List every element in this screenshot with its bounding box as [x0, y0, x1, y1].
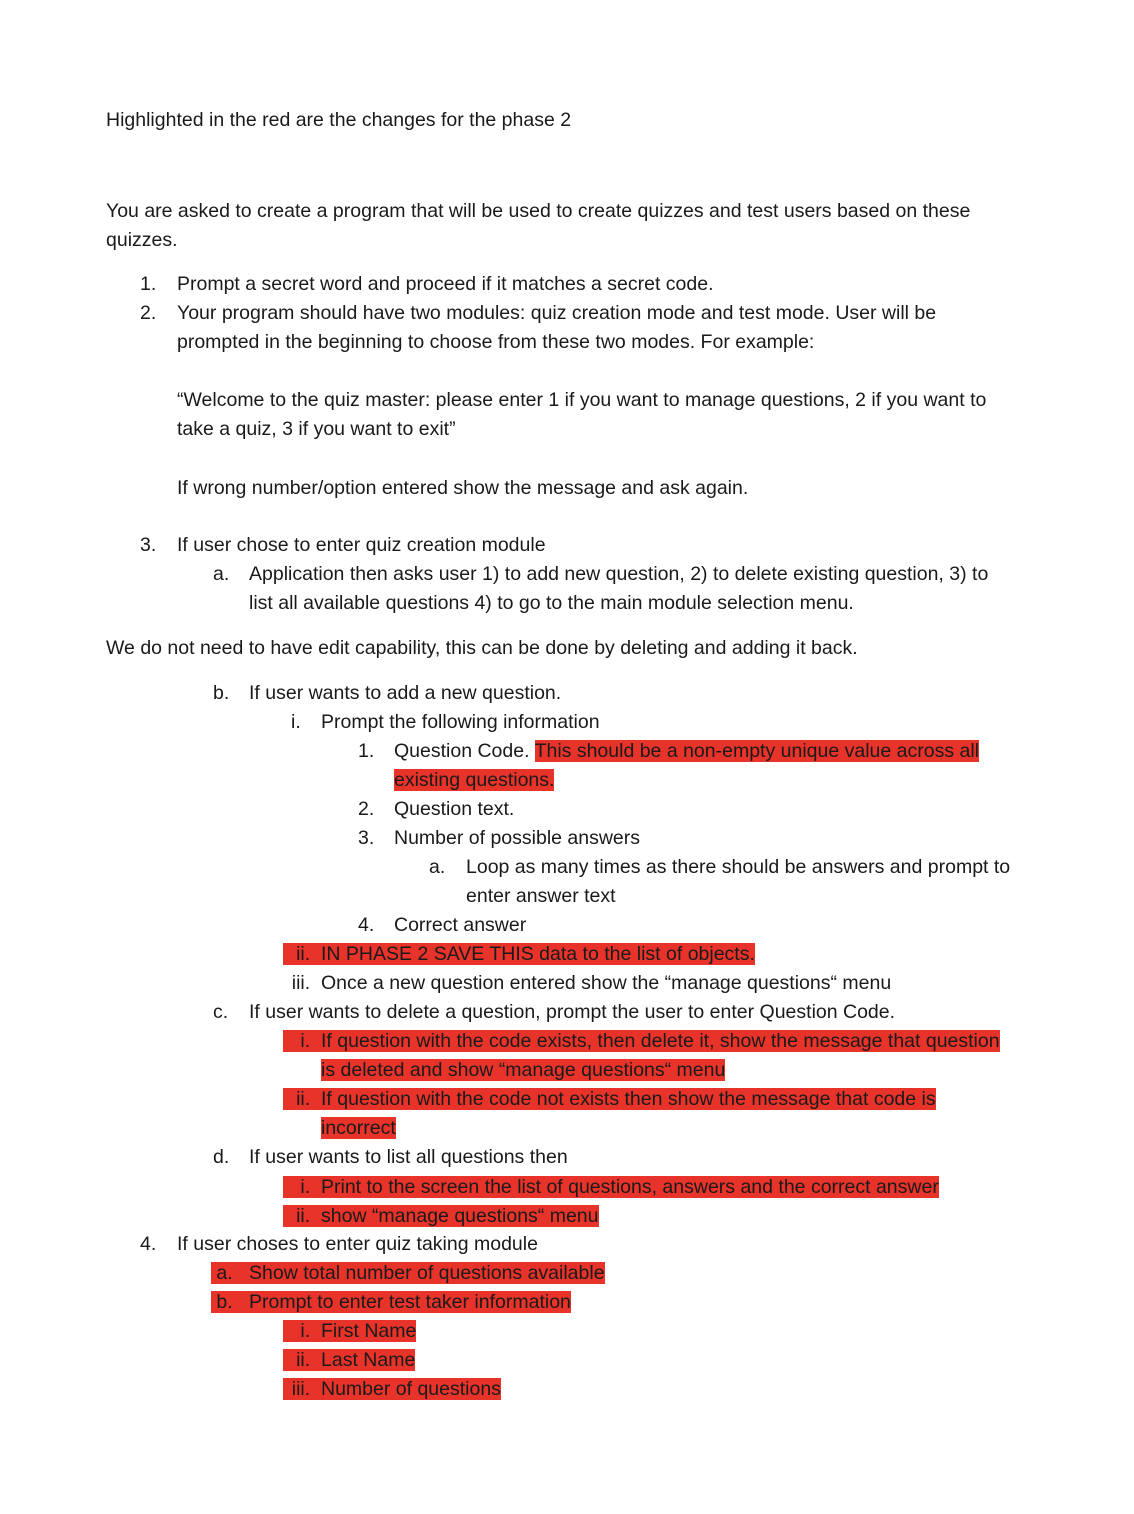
item-3c-text: If user wants to delete a question, prompt the user to enter Question Code. [249, 1001, 896, 1023]
list-item-2-line-1: Your program should have two modules: quiz creation mode and test mode. User will be [177, 302, 937, 324]
sub-1-highlight-2: existing questions. [394, 769, 555, 791]
sub-2-text: Question text. [394, 798, 515, 820]
sub-4-text: Correct answer [394, 914, 527, 936]
item-3b-i-marker: i. [291, 711, 301, 733]
list-item-1-text: Prompt a secret word and proceed if it matches a secret code. [177, 273, 714, 295]
sub-4-number: 4. [358, 914, 375, 936]
item-3b-i-text: Prompt the following information [321, 711, 600, 733]
item-4b-ii-highlight: ii. Last Name [283, 1349, 415, 1371]
item-3a-line-2: list all available questions 4) to go to the main module selection menu. [249, 592, 854, 614]
sub-3a-line-2: enter answer text [466, 885, 616, 907]
list-item-4-number: 4. [140, 1233, 157, 1255]
item-3b-ii-line [283, 940, 755, 969]
list-item-2-line-2: prompted in the beginning to choose from these two modes. For example: [177, 331, 815, 353]
item-3c-marker: c. [213, 1001, 229, 1023]
sub-3-number: 3. [358, 827, 375, 849]
sub-1-highlight-1: This should be a non-empty unique value across all [534, 740, 980, 762]
sub-1-number: 1. [358, 740, 375, 762]
item-3c-ii-highlight-1: ii. If question with the code not exists then show the message that code is [283, 1088, 936, 1110]
item-3b-iii-marker: iii. [291, 972, 311, 994]
edit-capability-note: We do not need to have edit capability, this can be done by deleting and adding it back. [106, 637, 858, 659]
item-4b-ii-line [283, 1346, 415, 1375]
item-4b-i-line [283, 1317, 416, 1346]
wrong-option-note: If wrong number/option entered show the message and ask again. [177, 477, 749, 499]
item-4b-line [211, 1288, 571, 1317]
item-3c-i-line-2 [321, 1056, 725, 1085]
item-4b-iii-line [283, 1375, 501, 1404]
item-4a-line [211, 1259, 605, 1288]
item-3d-marker: d. [213, 1146, 230, 1168]
item-3c-ii-line-2 [321, 1114, 396, 1143]
list-item-1-number: 1. [140, 273, 157, 295]
sub-2-number: 2. [358, 798, 375, 820]
sub-3-text: Number of possible answers [394, 827, 641, 849]
item-3a-line-1: Application then asks user 1) to add new question, 2) to delete existing question, 3) to [249, 563, 989, 585]
welcome-quote-line-1: “Welcome to the quiz master: please enter 1 if you want to manage questions, 2 if you want to [177, 389, 987, 411]
item-3b-marker: b. [213, 682, 230, 704]
item-3c-ii-highlight-2: incorrect [321, 1117, 396, 1139]
list-item-2-number: 2. [140, 302, 157, 324]
sub-3a-marker: a. [429, 856, 446, 878]
welcome-quote-line-2: take a quiz, 3 if you want to exit” [177, 418, 456, 440]
phase-note: Highlighted in the red are the changes for the phase 2 [106, 109, 572, 131]
list-item-3-number: 3. [140, 534, 157, 556]
item-3a-marker: a. [213, 563, 230, 585]
item-3c-i-line-1 [283, 1027, 1000, 1056]
description-line-1: You are asked to create a program that will be used to create quizzes and test users based on these [106, 200, 971, 222]
item-3d-i-highlight: i. Print to the screen the list of questions, answers and the correct answer [283, 1176, 939, 1198]
sub-1-line-2 [394, 766, 554, 795]
item-3c-i-highlight-2: is deleted and show “manage questions“ menu [321, 1059, 726, 1081]
item-4b-iii-highlight: iii. Number of questions [283, 1378, 501, 1400]
item-4b-i-highlight: i. First Name [283, 1320, 416, 1342]
sub-1-text: Question Code. This should be a non-empty unique value across all [394, 740, 980, 762]
item-3d-ii-highlight: ii. show “manage questions“ menu [283, 1205, 599, 1227]
item-3d-text: If user wants to list all questions then [249, 1146, 568, 1168]
item-4a-highlight: a. Show total number of questions available [211, 1262, 605, 1284]
item-3b-ii-highlight: ii. IN PHASE 2 SAVE THIS data to the list of objects. [283, 943, 755, 965]
item-3d-i-line [283, 1173, 939, 1202]
item-3d-ii-line [283, 1202, 599, 1231]
item-3b-iii-text: Once a new question entered show the “manage questions“ menu [321, 972, 892, 994]
item-3c-ii-line-1 [283, 1085, 936, 1114]
description-line-2: quizzes. [106, 229, 178, 251]
item-3c-i-highlight-1: i. If question with the code exists, then delete it, show the message that question [283, 1030, 1000, 1052]
list-item-4-text: If user choses to enter quiz taking module [177, 1233, 538, 1255]
item-3b-text: If user wants to add a new question. [249, 682, 562, 704]
item-4b-highlight: b. Prompt to enter test taker information [211, 1291, 571, 1313]
sub-3a-line-1: Loop as many times as there should be answers and prompt to [466, 856, 1011, 878]
list-item-3-text: If user chose to enter quiz creation module [177, 534, 546, 556]
